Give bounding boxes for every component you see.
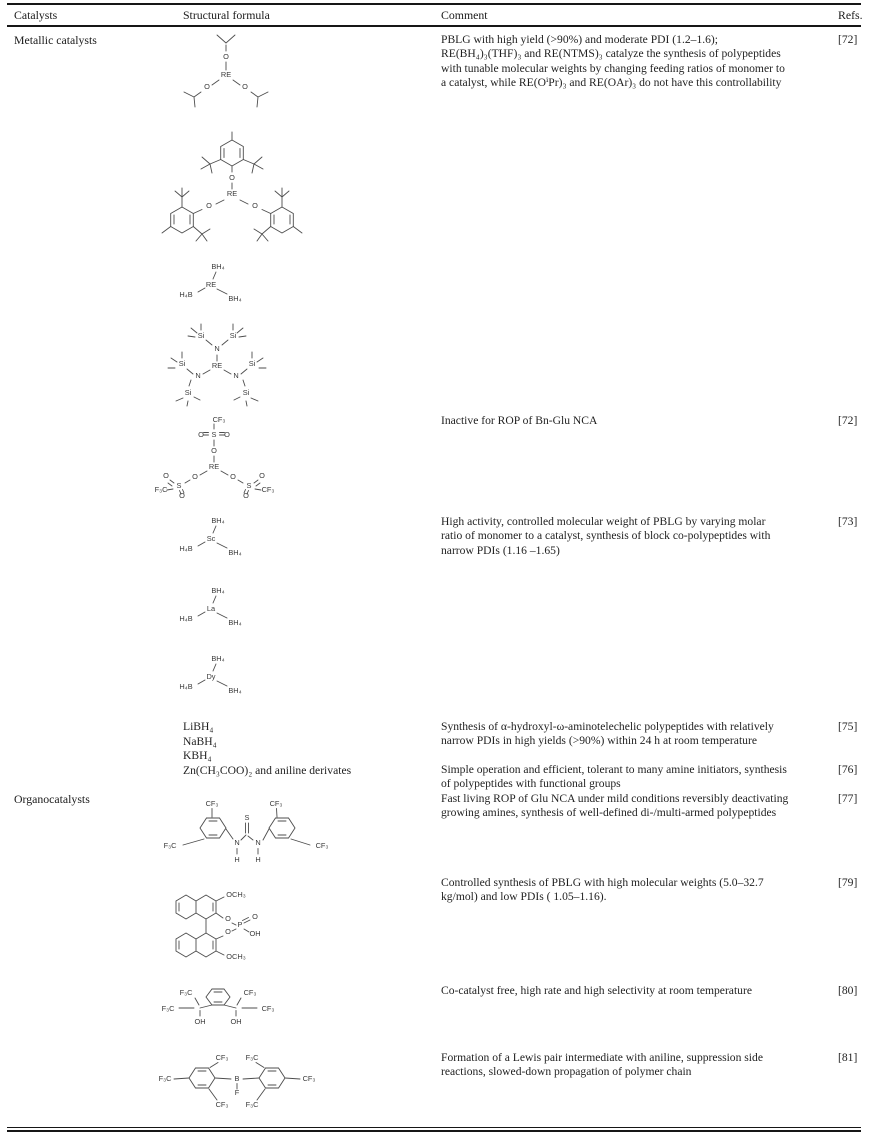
- atom-label: OH: [230, 1017, 242, 1026]
- atom-label: CF₃: [215, 1100, 229, 1109]
- atom-label: O: [259, 471, 265, 480]
- atom-label: RE: [211, 361, 223, 370]
- comment-binol-phosphoric-acid: Controlled synthesis of PBLG with high molecular weights (5.0–32.7 kg/mol) and low PDIs ( 1.05–1.16).: [441, 876, 764, 904]
- atom-label: O: [198, 430, 204, 439]
- atom-label: O: [223, 52, 229, 61]
- ref-76: [76]: [838, 763, 858, 776]
- col-header-catalysts: Catalysts: [14, 8, 58, 22]
- atom-label: BH₄: [211, 516, 225, 525]
- atom-label: O: [206, 201, 212, 210]
- atom-label: CF₃: [261, 1004, 275, 1013]
- comment-thiourea: Fast living ROP of Glu NCA under mild conditions reversibly deactivating growing amines, synthesis of well-defined di-/multi-armed polypeptides: [441, 792, 789, 820]
- table-rule-top: [7, 3, 861, 5]
- formula-text-list: [183, 720, 351, 778]
- atom-label: O: [211, 446, 217, 455]
- atom-label: CF₃: [243, 988, 257, 997]
- atom-label: N: [195, 371, 201, 380]
- atom-label: Si: [184, 388, 192, 397]
- ref-73: [73]: [838, 515, 858, 528]
- atom-label: O: [163, 471, 169, 480]
- comment-zinc-acetate: Simple operation and efficient, tolerant to many amine initiators, synthesis of polypeptides with functional groups: [441, 763, 787, 791]
- formula-zinc-acetate: Zn(CH₃COO)₂ and aniline derivates: [183, 763, 352, 777]
- atom-label: N: [255, 838, 261, 847]
- formula-kbh4: KBH₄: [183, 749, 212, 762]
- ref-72a: [72]: [838, 33, 858, 46]
- atom-label: H₄B: [179, 290, 193, 299]
- atom-label: F: [234, 1088, 240, 1097]
- atom-label: OCH₃: [226, 890, 246, 899]
- atom-label: F₃C: [179, 988, 193, 997]
- atom-label: O: [242, 82, 248, 91]
- atom-label: H: [234, 855, 240, 864]
- atom-label: Si: [242, 388, 250, 397]
- atom-label: CF₃: [261, 485, 275, 494]
- atom-label: O: [243, 491, 249, 500]
- atom-label: Si: [248, 359, 256, 368]
- atom-label: O: [179, 491, 185, 500]
- atom-label: Dy: [206, 672, 216, 681]
- atom-label: O: [192, 472, 198, 481]
- atom-label: OH: [249, 929, 261, 938]
- atom-label: CF₃: [269, 799, 283, 808]
- comment-fluoroborane: Formation of a Lewis pair intermediate with aniline, suppression side reactions, slowed-down propagation of polymer chain: [441, 1051, 763, 1079]
- atom-label: CF₃: [205, 799, 219, 808]
- atom-label: BH₄: [228, 686, 242, 695]
- atom-label: CF₃: [215, 1053, 229, 1062]
- comment-sc-borohydride: High activity, controlled molecular weight of PBLG by varying molar ratio of monomer to a catalyst, synthesis of block co-polypeptides with narrow PDIs (1.16 –1.65): [441, 515, 771, 557]
- atom-label: O: [224, 430, 230, 439]
- table-rule-bottom-thick: [7, 1130, 861, 1132]
- atom-label: La: [206, 604, 216, 613]
- atom-label: Sc: [206, 534, 216, 543]
- table-rule-bottom-thin: [7, 1127, 861, 1128]
- atom-label: RE: [208, 462, 220, 471]
- atom-label: S: [246, 481, 252, 490]
- ref-75: [75]: [838, 720, 858, 733]
- comment-triflate-inactive: Inactive for ROP of Bn-Glu NCA: [441, 414, 598, 427]
- structure-re-bh4-3: [172, 258, 256, 309]
- atom-label: H₄B: [179, 544, 193, 553]
- atom-label: O: [229, 173, 235, 182]
- atom-label: F₃C: [245, 1100, 259, 1109]
- structure-binol-phosphoric-acid: [152, 880, 294, 985]
- category-organocatalysts: Organocatalysts: [14, 792, 90, 806]
- comment-re-alkoxide: PBLG with high yield (>90%) and moderate PDI (1.2–1.6); RE(BH₄)₃(THF)₃ and RE(NTMS)₃ catalyze the synthesis of polypeptides with tunable molecular weights by changing feeding ratios of monomer to a catalyst, while RE(OⁱPr)₃ and RE(OAr)₃ do not have this controllability: [441, 33, 785, 90]
- atom-label: F₃C: [163, 841, 177, 850]
- structure-fluoroborane: [138, 1050, 334, 1115]
- atom-label: N: [234, 838, 240, 847]
- atom-label: RE: [220, 70, 232, 79]
- ref-81: [81]: [838, 1051, 858, 1064]
- col-header-structural-formula: Structural formula: [183, 8, 270, 22]
- atom-label: N: [233, 371, 239, 380]
- structure-re-ntms3: [158, 318, 280, 413]
- atom-label: RE: [205, 280, 217, 289]
- atom-label: OCH₃: [226, 952, 246, 961]
- structure-bis-hfip-benzene: [148, 984, 288, 1041]
- atom-label: O: [252, 201, 258, 210]
- atom-label: S: [244, 813, 250, 822]
- formula-nabh4: NaBH₄: [183, 734, 217, 748]
- col-header-refs: Refs.: [838, 8, 863, 22]
- atom-label: OH: [194, 1017, 206, 1026]
- atom-label: BH₄: [228, 294, 242, 303]
- atom-label: H₄B: [179, 682, 193, 691]
- structure-sc-bh4-3: [172, 512, 256, 563]
- structure-thiourea: [150, 794, 340, 881]
- ref-79: [79]: [838, 876, 858, 889]
- atom-label: O: [204, 82, 210, 91]
- atom-label: O: [252, 912, 258, 921]
- atom-label: Si: [229, 331, 237, 340]
- table-rule-header: [7, 25, 861, 27]
- atom-label: S: [211, 430, 217, 439]
- atom-label: CF₃: [302, 1074, 316, 1083]
- col-header-comment: Comment: [441, 8, 488, 22]
- category-metallic-catalysts: Metallic catalysts: [14, 33, 97, 47]
- atom-label: O: [225, 927, 231, 936]
- atom-label: H₄B: [179, 614, 193, 623]
- formula-libh4: LiBH₄: [183, 720, 214, 733]
- atom-label: O: [230, 472, 236, 481]
- atom-label: Si: [197, 331, 205, 340]
- atom-label: P: [237, 920, 243, 929]
- atom-label: Si: [178, 359, 186, 368]
- ref-80: [80]: [838, 984, 858, 997]
- atom-label: CF₃: [212, 415, 226, 424]
- atom-label: CF₃: [315, 841, 329, 850]
- atom-label: N: [214, 344, 220, 353]
- atom-label: F₃C: [161, 1004, 175, 1013]
- structure-re-otf3: [152, 412, 278, 505]
- atom-label: BH₄: [211, 586, 225, 595]
- comment-alkali-borohydrides: Synthesis of α-hydroxyl-ω-aminotelechelic polypeptides with relatively narrow PDIs in high yields (>90%) within 24 h at room temperature: [441, 720, 774, 748]
- ref-77: [77]: [838, 792, 858, 805]
- structure-la-bh4-3: [172, 582, 256, 633]
- atom-label: BH₄: [211, 262, 225, 271]
- comment-bis-hfip: Co-catalyst free, high rate and high selectivity at room temperature: [441, 984, 752, 997]
- structure-dy-bh4-3: [172, 650, 256, 701]
- atom-label: F₃C: [154, 485, 168, 494]
- atom-label: S: [176, 481, 182, 490]
- atom-label: BH₄: [211, 654, 225, 663]
- atom-label: F₃C: [245, 1053, 259, 1062]
- structure-re-oar3: [148, 124, 316, 255]
- atom-label: F₃C: [158, 1074, 172, 1083]
- ref-72b: [72]: [838, 414, 858, 427]
- atom-label: B: [234, 1074, 240, 1083]
- atom-label: RE: [226, 189, 238, 198]
- atom-label: BH₄: [228, 618, 242, 627]
- atom-label: O: [225, 914, 231, 923]
- structure-re-oipr3: [170, 30, 282, 115]
- atom-label: BH₄: [228, 548, 242, 557]
- atom-label: H: [255, 855, 261, 864]
